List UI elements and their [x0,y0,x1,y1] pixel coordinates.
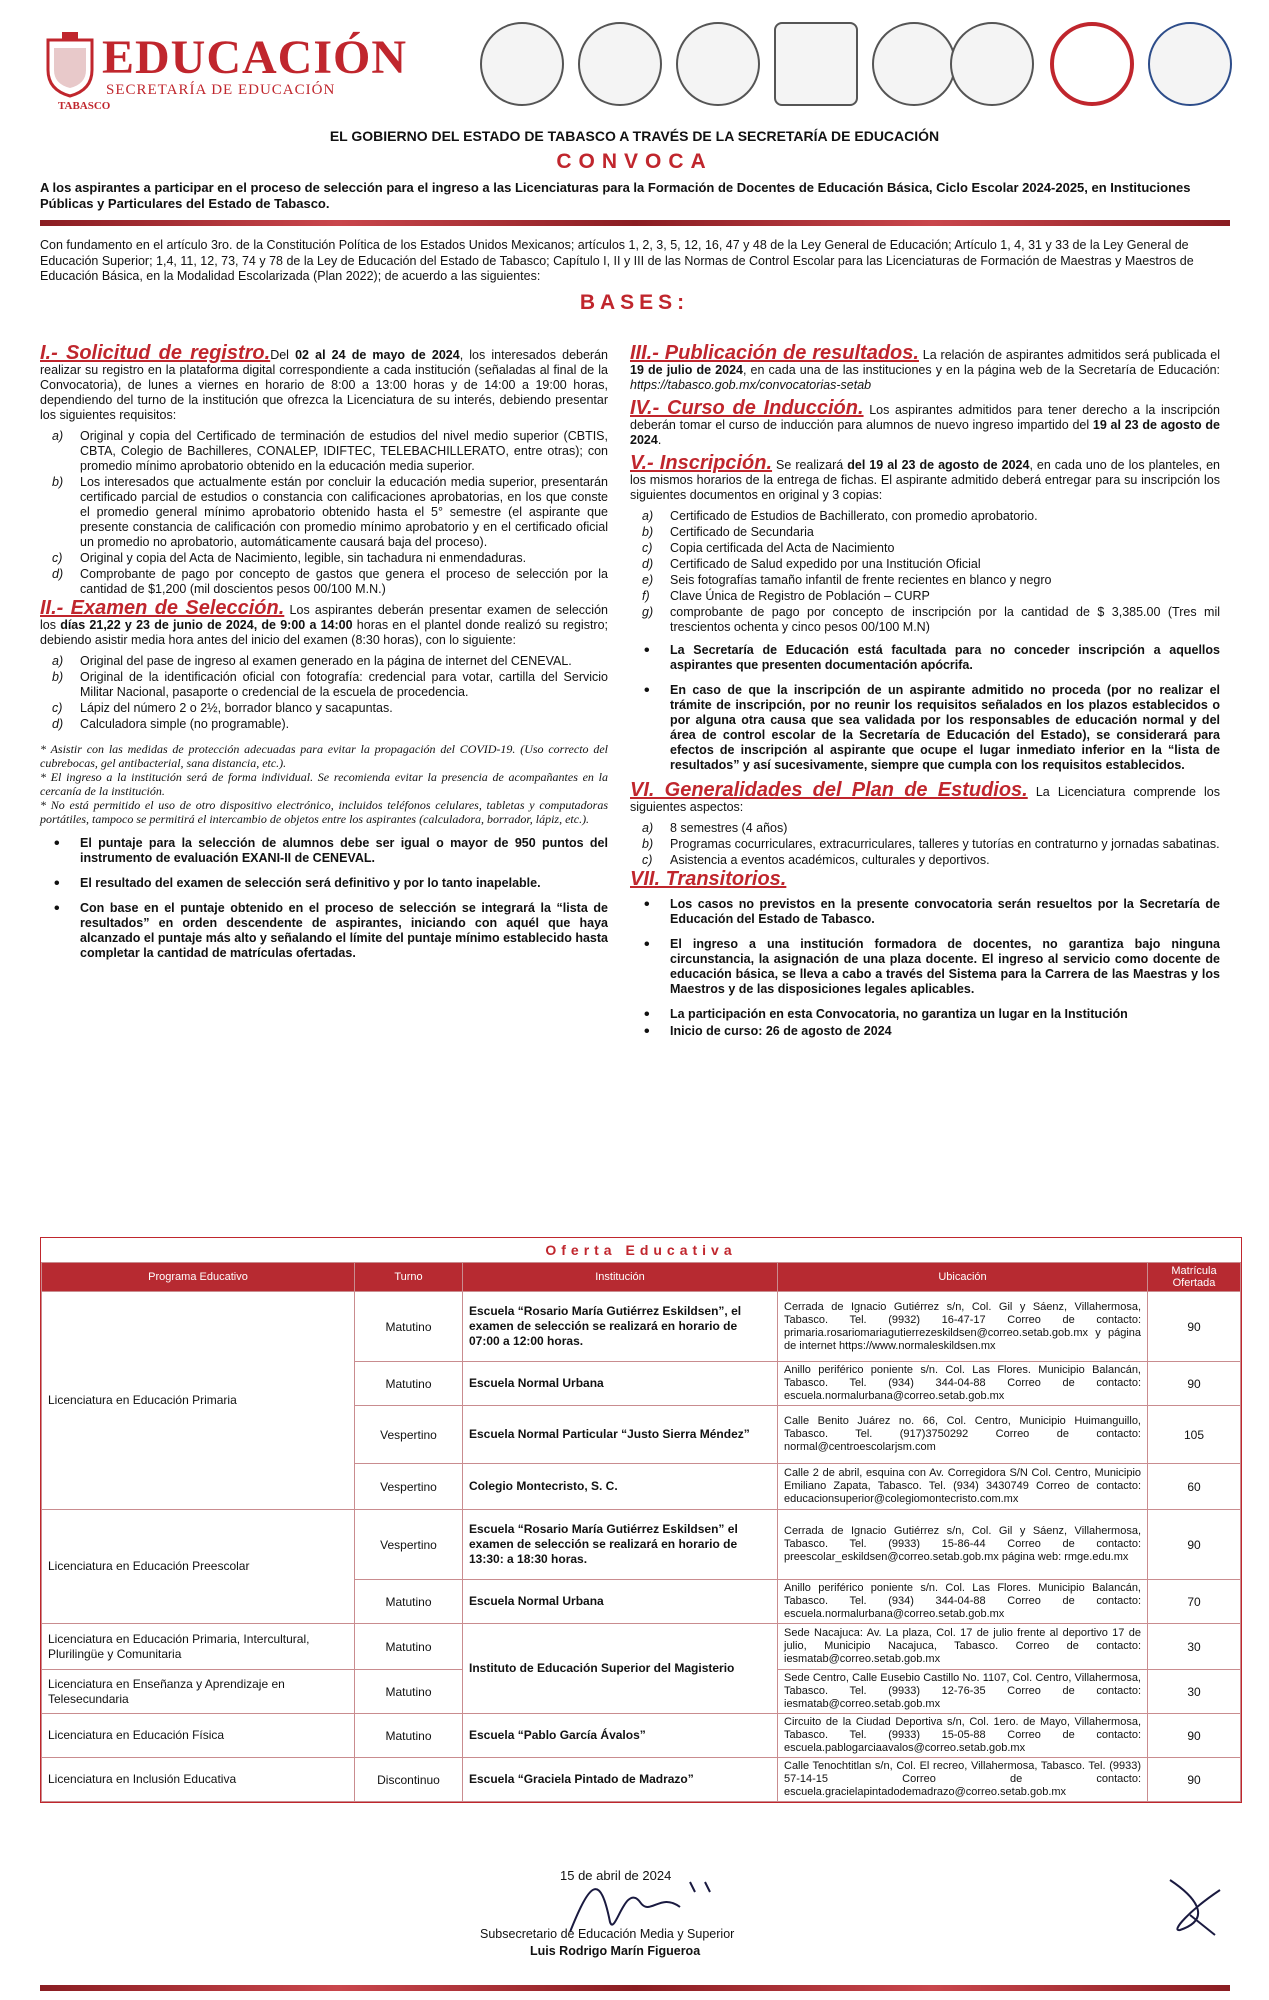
table-row [42,1292,1241,1362]
item-key: c) [52,701,63,715]
item-key: d) [52,717,64,731]
issue-date: 15 de abril de 2024 [560,1868,672,1883]
item-text: Original y copia del Acta de Nacimiento, legible, sin tachadura ni enmendaduras. [80,551,527,565]
section-text: Los aspirantes admitidos para tener derecho a la inscripción deberán tomar el curso de inducción para alumnos de nuevo ingreso impartido del [630,403,1220,432]
bullet-item: • Los casos no previstos en la presente convocatoria serán resueltos por la Secretaría de Educación del Estado de Tabasco. [630,897,1220,927]
bases-title: BASES: [579,291,690,314]
section-text: La relación de aspirantes admitidos será publicada el [918,348,1220,362]
exam-list [40,654,608,732]
header-title: EL GOBIERNO DEL ESTADO DE TABASCO A TRAVÉS DE LA SECRETARÍA DE EDUCACIÓN [329,128,940,144]
item-text: Clave Única de Registro de Población – CURP [670,589,930,603]
section-title: I.- Solicitud de registro. [40,342,271,364]
matricula-cell: 60 [1148,1464,1241,1510]
item-key: d) [52,567,64,581]
institution-cell: Escuela “Graciela Pintado de Madrazo” [463,1758,778,1802]
logo-state: TABASCO [58,100,111,112]
column-header: Turno [355,1263,463,1292]
column-header: Matrícula Ofertada [1148,1263,1241,1292]
matricula-cell: 90 [1148,1758,1241,1802]
item-key: e) [642,573,654,587]
section-examen [40,597,609,961]
section-solicitud [40,342,608,597]
program-cell: Licenciatura en Inclusión Educativa [42,1758,355,1802]
program-cell: Licenciatura en Educación Primaria [42,1292,355,1510]
right-column [630,342,1221,1049]
section-text: Los aspirantes deberán presentar examen de selección los [40,603,608,632]
logo-word: EDUCACIÓN [102,31,408,84]
turno-cell: Vespertino [355,1510,463,1580]
section-generalidades [630,779,1221,868]
table-row [42,1624,1241,1670]
fundamento-text: Con fundamento en el artículo 3ro. de la Constitución Política de los Estados Unidos Mexicanos; artículos 1, 2, 3, 5, 12, 16, 47 y 48 de la Ley General de Educación; Artículo 1, 4, 31 y 33 de la Ley General de Educación Superior; 1,4, 11, 12, 73, 74 y 78 de la Ley de Educación del Estado de Tabasco; Capítulo I, II y III de las Normas de Control Escolar para las Licenciaturas de Formación de Maestras y Maestros de Educación Básica, en la Modalidad Escolarizada (Plan 2022); de acuerdo a las siguientes: [40,238,1194,283]
list-item [40,551,608,566]
item-text: Programas cocurriculares, extracurriculares, talleres y tutorías en contraturno y jornadas sabatinas. [670,837,1220,851]
item-text: Seis fotografías tamaño infantil de frente recientes en blanco y negro [670,573,1052,587]
left-column [40,342,609,971]
table-header-row [42,1263,1241,1292]
item-text: Original y copia del Certificado de terminación de estudios del nivel medio superior (CBTIS, CBTA, Colegio de Bachilleres, CONALEP, IDIFTEC, TELEBACHILLERATO, entre otras); con promedio mínimo aprobatorio obtenido en la educación media superior. [80,429,608,473]
section-transitorios [630,868,1220,1039]
seal-1-icon [480,22,564,106]
note: * No está permitido el uso de otro dispositivo electrónico, incluidos teléfonos celulares, tabletas y computadoras portátiles, tampoco se permitirá el intercambio de objetos entre los aspirantes (calculadora, borrador, lápiz, etc.). [40,798,608,826]
bullet-item: • La participación en esta Convocatoria, no garantiza un lugar en la Institución [630,1007,1220,1022]
section-title: VII. Transitorios. [630,868,787,890]
list-item [630,557,1220,572]
table-row [42,1510,1241,1580]
bullet-item: • Inicio de curso: 26 de agosto de 2024 [630,1024,1220,1039]
location-cell: Anillo periférico poniente s/n. Col. Las Flores. Municipio Balancán, Tabasco. Tel. (934) 344-04-88 Correo de contacto: escuela.normalurbana@correo.setab.gob.mx [778,1362,1148,1406]
exam-notes [40,742,608,826]
item-key: a) [52,429,64,443]
section-date: del 19 al 23 de agosto de 2024 [847,458,1030,472]
results-link[interactable]: https://tabasco.gob.mx/convocatorias-setab [630,378,872,392]
matricula-cell: 105 [1148,1406,1241,1464]
seal-5-icon [872,22,956,106]
matricula-cell: 30 [1148,1624,1241,1670]
oferta-title: Oferta Educativa [545,1242,737,1258]
section-title: V.- Inscripción. [630,452,773,474]
institution-cell: Escuela Normal Particular “Justo Sierra Méndez” [463,1406,778,1464]
turno-cell: Matutino [355,1624,463,1670]
list-item [40,475,608,550]
section-title: II.- Examen de Selección. [40,597,285,619]
list-item [630,541,1220,556]
turno-cell: Vespertino [355,1464,463,1510]
turno-cell: Matutino [355,1580,463,1624]
oferta-table [41,1262,1241,1802]
plan-list [630,821,1220,868]
seal-3-icon [676,22,760,106]
oferta-educativa [40,1237,1242,1803]
item-text: Original de la identificación oficial con fotografía: credencial para votar, cartilla del Servicio Militar Nacional, pasaporte o credencial de la escuela de procedencia. [80,670,608,699]
item-text: Certificado de Salud expedido por una Institución Oficial [670,557,981,571]
bullet-item: • El ingreso a una institución formadora de docentes, no garantiza bajo ninguna circunstancia, la asignación de una plaza docente. El ingreso al servicio como docente de educación básica, se lleva a cabo a través del Sistema para la Carrera de las Maestras y los Maestros y de las disposiciones legales aplicables. [630,937,1220,997]
transitory-bullets [630,897,1220,1039]
seal-7-icon [1050,22,1134,106]
list-item [40,670,608,700]
column-header: Institución [463,1263,778,1292]
location-cell: Sede Nacajuca: Av. La plaza, Col. 17 de julio frente al deportivo 17 de julio, Municipio Nacajuca, Tabasco. Correo de contacto: iesmatab@correo.setab.gob.mx [778,1624,1148,1670]
column-header: Ubicación [778,1263,1148,1292]
list-item [630,509,1220,524]
section-text: , en cada una de las instituciones y en la página web de la Secretaría de Educación: [742,363,1220,377]
item-key: c) [642,541,653,555]
section-date: 19 de julio de 2024 [630,363,743,377]
item-key: b) [642,837,654,851]
state-crest-icon [40,30,100,100]
item-text: Certificado de Estudios de Bachillerato, con promedio aprobatorio. [670,509,1038,523]
list-item [630,589,1220,604]
section-text: . [657,433,662,447]
matricula-cell: 70 [1148,1580,1241,1624]
item-key: c) [52,551,63,565]
requirements-list [40,429,608,597]
initials-icon [1160,1870,1230,1940]
list-item [40,654,608,669]
section-title: IV.- Curso de Inducción. [630,397,864,419]
program-cell: Licenciatura en Educación Preescolar [42,1510,355,1624]
seal-8-icon [1148,22,1232,106]
institution-seals [480,22,1240,112]
matricula-cell: 90 [1148,1292,1241,1362]
matricula-cell: 90 [1148,1510,1241,1580]
matricula-cell: 90 [1148,1362,1241,1406]
section-date: días 21,22 y 23 de junio de 2024, de 9:00 a 14:00 [60,618,353,632]
item-key: a) [642,509,654,523]
location-cell: Anillo periférico poniente s/n. Col. Las Flores. Municipio Balancán, Tabasco. Tel. (934) 344-04-88 Correo de contacto: escuela.normalurbana@correo.setab.gob.mx [778,1580,1148,1624]
turno-cell: Matutino [355,1362,463,1406]
inscription-list [630,509,1220,635]
section-text: Del [270,348,296,362]
item-key: d) [642,557,654,571]
item-key: b) [52,475,64,489]
institution-cell: Escuela “Rosario María Gutiérrez Eskildsen” el examen de selección se realizará en horario de 13:30: a 18:30 horas. [463,1510,778,1580]
section-text: , en cada uno de los planteles, en los mismos horarios de la entrega de fichas. El aspirante admitido deberá entregar para su inscripción los siguientes documentos en original y 3 copias: [630,458,1220,502]
list-item [630,525,1220,540]
list-item [630,605,1220,635]
bullet-item: • Con base en el puntaje obtenido en el proceso de selección se integrará la “lista de resultados” en orden descendente de aspirantes, iniciando con aquél que haya alcanzado el puntaje más alto y señalando el límite del puntaje mínimo establecido hasta completar la cantidad de matrículas ofertadas. [40,901,608,961]
item-key: f) [642,589,650,603]
signer-title: Subsecretario de Educación Media y Superior [480,1927,735,1941]
exam-bullets [40,836,608,961]
item-text: Comprobante de pago por concepto de gastos que genera el proceso de selección por la cantidad de $1,200 (mil doscientos pesos 00/100 M.N.) [80,567,608,596]
signer-name: Luis Rodrigo Marín Figueroa [530,1944,701,1958]
institution-cell: Instituto de Educación Superior del Magisterio [463,1624,778,1714]
section-title: III.- Publicación de resultados. [630,342,919,364]
turno-cell: Vespertino [355,1406,463,1464]
turno-cell: Discontinuo [355,1758,463,1802]
section-publicacion [630,342,1220,393]
bullet-item: • En caso de que la inscripción de un aspirante admitido no proceda (por no realizar el trámite de inscripción, por no reunir los requisitos señalados en los plazos establecidos o por alguna otra causa que sea validada por los responsables de educación normal y del área de control escolar de la Secretaría de Educación del Estado), se considerará para efectos de inscripción al aspirante que ocupe el lugar inmediato inferior en la “lista de resultados” y así sucesivamente, siempre que cumpla con los requisitos establecidos. [630,683,1220,773]
note: * El ingreso a la institución será de forma individual. Se recomienda evitar la presencia de acompañantes en la cercanía de la institución. [40,770,608,798]
location-cell: Circuito de la Ciudad Deportiva s/n, Col. 1ero. de Mayo, Villahermosa, Tabasco. Tel. (9933) 15-05-88 Correo de contacto: escuela.pablogarciaavalos@correo.setab.gob.mx [778,1714,1148,1758]
turno-cell: Matutino [355,1670,463,1714]
section-text: La Licenciatura comprende los siguientes aspectos: [630,785,1221,814]
item-text: Copia certificada del Acta de Nacimiento [670,541,895,555]
section-text: Se realizará [772,458,848,472]
section-induccion [630,397,1220,448]
bullet-item: • El resultado del examen de selección será definitivo y por lo tanto inapelable. [40,876,608,891]
column-header: Programa Educativo [42,1263,355,1292]
institution-cell: Colegio Montecristo, S. C. [463,1464,778,1510]
list-item [40,567,608,597]
inscription-bullets [630,643,1220,773]
list-item [630,573,1220,588]
list-item [630,853,1220,868]
list-item [40,701,608,716]
item-key: b) [642,525,654,539]
institution-cell: Escuela Normal Urbana [463,1362,778,1406]
section-text: horas en el plantel donde realizó su registro; debiendo asistir media hora antes del inicio del examen (8:30 horas), con lo siguiente: [40,618,609,647]
location-cell: Calle Benito Juárez no. 66, Col. Centro, Municipio Huimanguillo, Tabasco. Tel. (917)3750292 Correo de contacto: normal@centroescolarjsm.com [778,1406,1148,1464]
item-key: g) [642,605,654,619]
top-divider [40,220,1230,226]
logo-subtitle: SECRETARÍA DE EDUCACIÓN [106,82,336,98]
institution-cell: Escuela “Rosario María Gutiérrez Eskildsen”, el examen de selección se realizará en horario de 07:00 a 12:00 horas. [463,1292,778,1362]
item-key: a) [52,654,64,668]
section-inscripcion [630,452,1220,773]
item-text: comprobante de pago por concepto de inscripción por la cantidad de $ 3,385.00 (Tres mil trescientos ochenta y cinco pesos 00/100 M.N) [670,605,1220,634]
institution-cell: Escuela Normal Urbana [463,1580,778,1624]
intro-text: A los aspirantes a participar en el proceso de selección para el ingreso a las Licenciaturas para la Formación de Docentes de Educación Básica, Ciclo Escolar 2024-2025, en Instituciones Públicas y Particulares del Estado de Tabasco. [40,180,1191,211]
item-text: Calculadora simple (no programable). [80,717,290,731]
table-row [42,1758,1241,1802]
seal-2-icon [578,22,662,106]
location-cell: Calle 2 de abril, esquina con Av. Corregidora S/N Col. Centro, Municipio Emiliano Zapata, Tabasco. Tel. (934) 3430749 Correo de contacto: educacionsuperior@colegiomontecristo.com.mx [778,1464,1148,1510]
matricula-cell: 30 [1148,1670,1241,1714]
turno-cell: Matutino [355,1292,463,1362]
section-title: VI. Generalidades del Plan de Estudios. [630,779,1028,801]
location-cell: Cerrada de Ignacio Gutiérrez s/n, Col. Gil y Sáenz, Villahermosa, Tabasco. Tel. (9933) 15-86-44 Correo de contacto: preescolar_eskildsen@correo.setab.gob.mx página web: rmge.edu.mx [778,1510,1148,1580]
note: * Asistir con las medidas de protección adecuadas para evitar la propagación del COVID-19. (Uso correcto del cubrebocas, gel antibacterial, sana distancia, etc.). [40,742,608,770]
bottom-divider [40,1985,1230,1991]
item-key: b) [52,670,64,684]
turno-cell: Matutino [355,1714,463,1758]
list-item [40,429,608,474]
seal-4-icon [774,22,858,106]
bullet-item: • La Secretaría de Educación está facultada para no conceder inscripción a aquellos aspirantes que presenten documentación apócrifa. [630,643,1220,673]
program-cell: Licenciatura en Enseñanza y Aprendizaje en Telesecundaria [42,1670,355,1714]
list-item [630,837,1220,852]
program-cell: Licenciatura en Educación Primaria, Intercultural, Plurilingüe y Comunitaria [42,1624,355,1670]
location-cell: Cerrada de Ignacio Gutiérrez s/n, Col. Gil y Sáenz, Villahermosa, Tabasco. Tel. (9932) 16-47-17 Correo de contacto: primaria.rosariomariagutierrezeskildsen@correo.setab.gob.mx y página de internet https://www.normaleskildsen.mx [778,1292,1148,1362]
list-item [630,821,1220,836]
matricula-cell: 90 [1148,1714,1241,1758]
item-key: c) [642,853,653,867]
section-text: , los interesados deberán realizar su registro en la plataforma digital correspondiente a cada institución (señaladas al final de la Convocatoria), de lunes a viernes en horario de 8:00 a 13:00 horas y de 14:00 a 19:00 horas, dependiendo del turno de la institución que ofrezca la Licenciatura de su interés, debiendo presentar los siguientes requisitos: [40,348,608,422]
item-text: Asistencia a eventos académicos, culturales y deportivos. [670,853,990,867]
bullet-item: • El puntaje para la selección de alumnos debe ser igual o mayor de 950 puntos del instrumento de evaluación EXANI-II de CENEVAL. [40,836,608,866]
location-cell: Calle Tenochtitlan s/n, Col. El recreo, Villahermosa, Tabasco. Tel. (9933) 57-14-15 Correo de contacto: escuela.gracielapintadodemadrazo@correo.setab.gob.mx [778,1758,1148,1802]
program-cell: Licenciatura en Educación Física [42,1714,355,1758]
section-date: 02 al 24 de mayo de 2024 [295,348,460,362]
item-key: a) [642,821,654,835]
item-text: Certificado de Secundaria [670,525,814,539]
table-row [42,1714,1241,1758]
list-item [40,717,608,732]
seal-6-icon [950,22,1034,106]
item-text: Los interesados que actualmente están por concluir la educación media superior, presentarán certificado parcial de estudios o constancia con calificaciones aprobatorias, en los que conste el promedio general mínimo aprobatorio obtenido hasta el 5° semestre (el aspirante que presente constancia de calificación con promedio mínimo aprobatorio y en el certificado oficial un promedio no aprobatorio, automáticamente causará baja del proceso). [80,475,608,549]
item-text: Lápiz del número 2 o 2½, borrador blanco y sacapuntas. [80,701,393,715]
section-date: 19 al 23 de agosto de 2024 [630,418,1220,447]
institution-cell: Escuela “Pablo García Ávalos” [463,1714,778,1758]
item-text: 8 semestres (4 años) [670,821,788,835]
location-cell: Sede Centro, Calle Eusebio Castillo No. 1107, Col. Centro, Villahermosa, Tabasco. Tel. (9933) 12-76-35 Correo de contacto: iesmatab@correo.setab.gob.mx [778,1670,1148,1714]
item-text: Original del pase de ingreso al examen generado en la página de internet del CENEVAL. [80,654,572,668]
convoca-title: CONVOCA [556,150,713,173]
